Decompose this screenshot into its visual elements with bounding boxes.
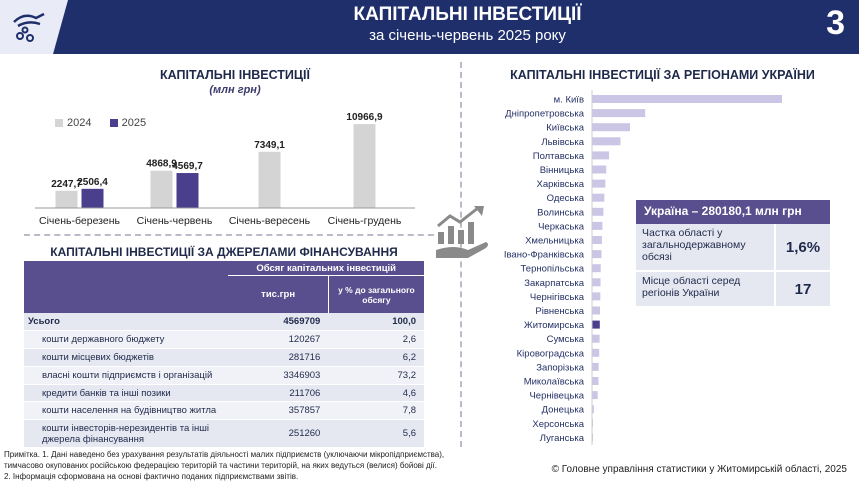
data-label-2025-0: 2506,4 <box>77 176 108 188</box>
region-label-0: м. Київ <box>553 94 584 106</box>
region-bar-14 <box>592 292 600 300</box>
x-tick-label-2: Січень-вересень <box>228 215 311 227</box>
region-bar-11 <box>592 250 602 258</box>
rank-label: Місце області серед регіонів України <box>636 272 774 306</box>
region-bar-8 <box>592 208 603 216</box>
region-label-8: Волинська <box>537 207 584 219</box>
data-label-2024-1: 4868,9 <box>146 158 177 170</box>
footnote-line-1: Примітка. 1. Дані наведено без урахування результатів діяльності малих підприємств (уключаючи мікропідприємства), <box>4 450 445 459</box>
region-label-5: Вінницька <box>539 165 584 176</box>
table-row <box>24 402 424 420</box>
region-label-11: Івано-Франківська <box>503 249 584 261</box>
x-tick-label-3: Січень-грудень <box>327 215 402 227</box>
row-label: Усього <box>28 316 60 328</box>
region-bar-19 <box>592 363 599 371</box>
region-bar-18 <box>592 349 599 357</box>
row-percent: 73,2 <box>397 369 416 381</box>
region-label-23: Херсонська <box>532 418 584 430</box>
row-percent: 4,6 <box>402 387 416 399</box>
region-bar-6 <box>592 180 605 188</box>
left-chart-title: КАПІТАЛЬНІ ІНВЕСТИЦІЇ <box>160 68 310 82</box>
copyright: © Головне управління статистики у Житомирській області, 2025 <box>551 464 847 475</box>
region-label-6: Харківська <box>536 179 584 191</box>
region-label-22: Донецька <box>541 404 584 416</box>
region-bar-3 <box>592 137 621 145</box>
region-bar-16 <box>592 321 600 329</box>
bar-2025-1 <box>177 173 199 208</box>
bar-2024-2 <box>259 152 281 208</box>
row-label: кошти інвесторів-нерезидентів та інші джерела фінансування <box>42 422 209 445</box>
region-bar-0 <box>592 95 782 103</box>
region-label-17: Сумська <box>546 334 584 346</box>
regions-title: КАПІТАЛЬНІ ІНВЕСТИЦІЇ ЗА РЕГІОНАМИ УКРАЇНИ <box>510 68 815 82</box>
table-col-pct-header: у % до загального обсягу <box>328 276 424 314</box>
horizontal-divider <box>24 234 444 236</box>
region-bar-21 <box>592 391 598 399</box>
row-value: 211706 <box>289 387 321 399</box>
row-label: кошти державного бюджету <box>42 334 165 346</box>
row-value: 357857 <box>288 405 321 417</box>
bar-2024-0 <box>56 191 78 208</box>
row-value: 281716 <box>288 351 321 363</box>
row-label: кошти місцевих бюджетів <box>42 351 154 363</box>
table-row <box>24 420 424 448</box>
footnote-line-3: 2. Інформація сформована на основі фактично поданих підприємствами звітів. <box>4 472 299 481</box>
footnote <box>4 449 524 482</box>
row-value: 3346903 <box>283 369 321 381</box>
row-label: власні кошти підприємств і організацій <box>42 369 213 381</box>
legend-label-2024: 2024 <box>67 117 92 129</box>
table-row <box>24 331 424 349</box>
row-percent: 100,0 <box>392 316 416 328</box>
row-value: 4569709 <box>283 316 321 328</box>
sources-title: КАПІТАЛЬНІ ІНВЕСТИЦІЇ ЗА ДЖЕРЕЛАМИ ФІНАНСУВАННЯ <box>50 245 398 259</box>
data-label-2024-3: 10966,9 <box>346 112 383 124</box>
region-label-9: Черкаська <box>538 221 584 233</box>
table-row <box>24 313 424 331</box>
region-label-24: Луганська <box>539 432 584 444</box>
region-bar-5 <box>592 166 606 174</box>
region-label-15: Рівненська <box>535 306 584 317</box>
ukraine-total: Україна – 280180,1 млн грн <box>636 200 830 224</box>
x-tick-label-1: Січень-червень <box>136 215 213 227</box>
region-bar-13 <box>592 278 601 286</box>
data-label-2024-0: 2247,7 <box>51 178 82 190</box>
region-label-16: Житомирська <box>523 320 584 332</box>
table-row <box>24 366 424 384</box>
legend-label-2025: 2025 <box>121 117 147 129</box>
region-bar-20 <box>592 377 598 385</box>
table-row <box>24 384 424 402</box>
rank-value: 17 <box>774 272 830 306</box>
data-label-2024-2: 7349,1 <box>254 139 285 151</box>
table-col-value-header: тис.грн <box>228 276 328 314</box>
row-percent: 6,2 <box>402 351 416 363</box>
data-label-2025-1: 4569,7 <box>172 161 203 173</box>
region-bar-15 <box>592 307 600 315</box>
region-label-10: Хмельницька <box>525 235 584 247</box>
region-label-21: Чернівецька <box>529 390 584 402</box>
ukraine-summary-box <box>636 200 830 306</box>
region-bar-12 <box>592 264 601 272</box>
region-label-14: Чернігівська <box>529 291 584 303</box>
region-label-4: Полтавська <box>532 150 584 162</box>
row-percent: 7,8 <box>402 405 416 417</box>
table-group-header: Обсяг капітальних інвестицій <box>228 261 424 276</box>
page-title: КАПІТАЛЬНІ ІНВЕСТИЦІЇ <box>353 4 582 25</box>
region-label-1: Дніпропетровська <box>505 108 584 120</box>
share-label: Частка області у загальнодержавному обсязі <box>636 224 774 270</box>
region-label-12: Тернопільська <box>520 263 584 275</box>
region-label-7: Одеська <box>546 193 584 205</box>
sources-table <box>24 261 424 448</box>
sources-table-body <box>24 313 424 448</box>
region-label-20: Миколаївська <box>523 376 584 388</box>
row-label: кредити банків та інші позики <box>42 387 171 399</box>
page-subtitle: за січень-червень 2025 року <box>369 27 566 44</box>
capital-investment-bar-chart <box>30 100 430 230</box>
left-chart-subtitle: (млн грн) <box>209 84 261 96</box>
region-bar-7 <box>592 194 604 202</box>
region-bar-2 <box>592 123 630 131</box>
bar-2025-0 <box>82 189 104 208</box>
region-label-19: Запорізька <box>536 362 584 374</box>
region-bar-17 <box>592 335 600 343</box>
table-corner-header <box>24 261 228 313</box>
row-percent: 2,6 <box>402 334 416 346</box>
bar-2024-1 <box>151 171 173 208</box>
row-value: 251260 <box>288 428 321 440</box>
row-percent: 5,6 <box>402 428 416 440</box>
header-bar <box>0 0 859 54</box>
table-row <box>24 349 424 367</box>
region-bar-9 <box>592 222 602 230</box>
share-value: 1,6% <box>774 224 830 270</box>
row-label: кошти населення на будівництво житла <box>42 405 217 417</box>
investment-growth-icon <box>434 204 494 260</box>
region-bar-10 <box>592 236 602 244</box>
region-label-2: Київська <box>546 122 584 134</box>
region-bar-1 <box>592 109 645 117</box>
region-label-3: Львівська <box>541 136 584 148</box>
row-value: 120267 <box>288 334 321 346</box>
region-label-18: Кіровоградська <box>516 348 584 360</box>
region-bar-4 <box>592 151 609 159</box>
footnote-line-2: тимчасово окупованих російською федерацією територій та частини територій, на яких ведуться (велися) бойові дії. <box>4 461 437 470</box>
x-tick-label-0: Січень-березень <box>39 215 120 227</box>
region-label-13: Закарпатська <box>524 277 584 289</box>
page-number: 3 <box>826 4 845 42</box>
bar-2024-3 <box>354 124 376 208</box>
